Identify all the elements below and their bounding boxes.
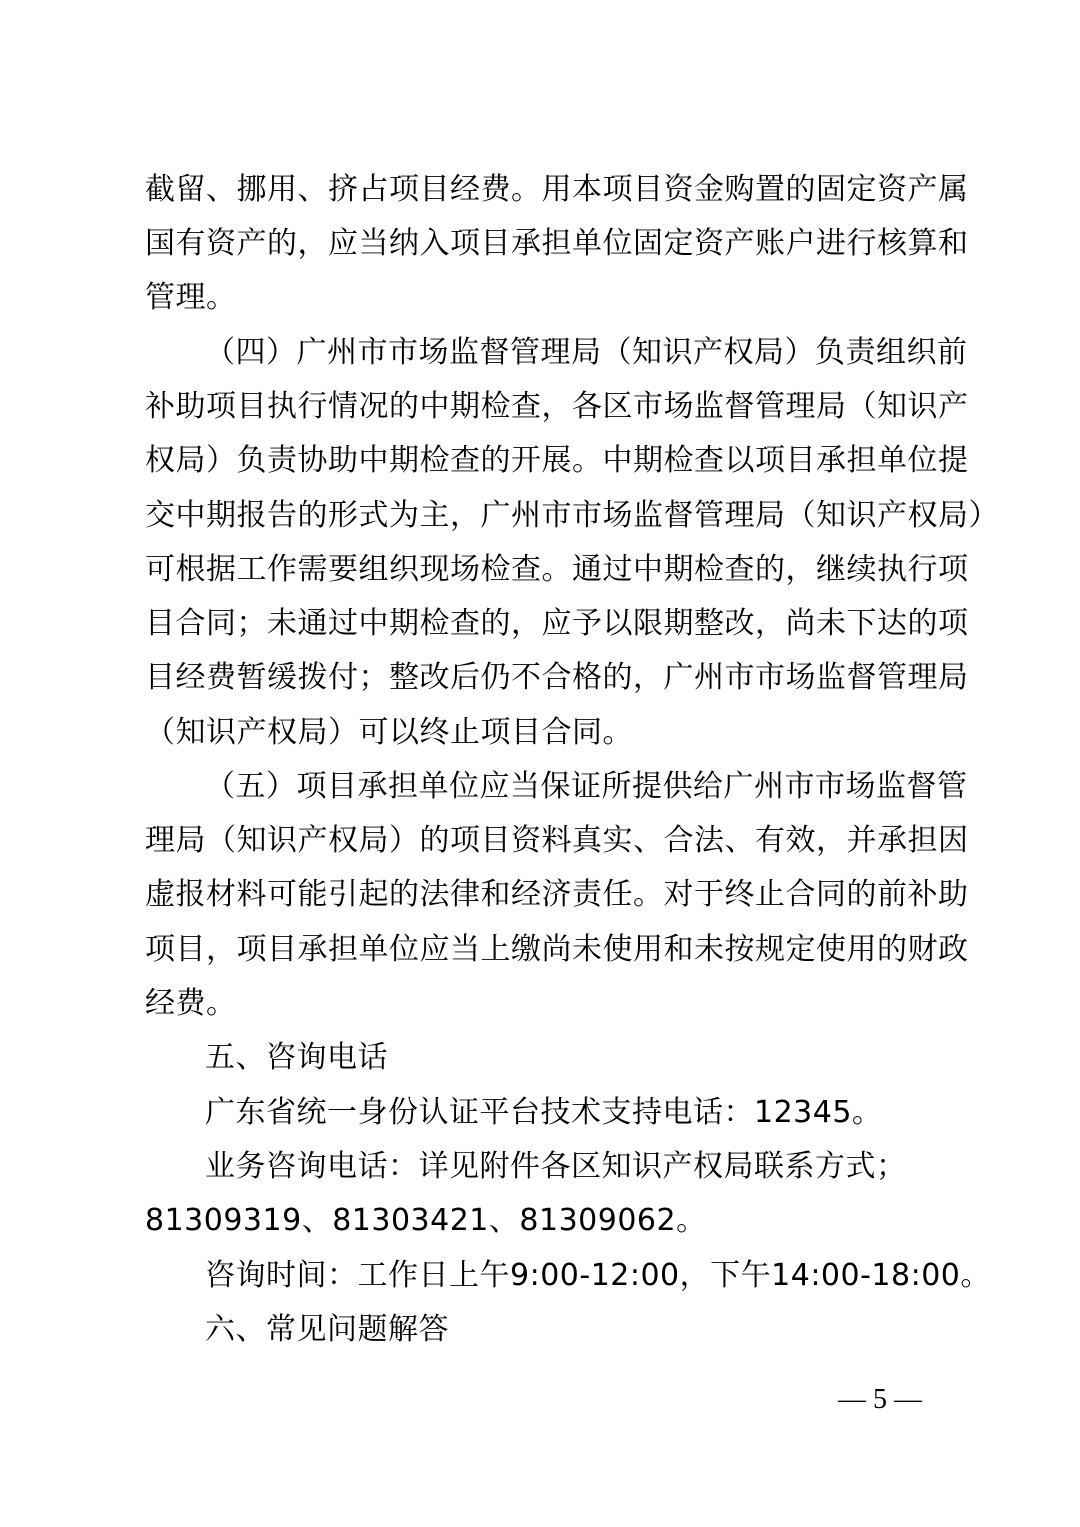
body-line: 经费。 — [145, 986, 237, 1021]
section-heading-faq: 六、常见问题解答 — [205, 1312, 449, 1347]
body-line: 交中期报告的形式为主，广州市市场监督管理局（知识产权局） — [145, 498, 999, 533]
paragraph-four-start: （四）广州市市场监督管理局（知识产权局）负责组织前 — [205, 335, 968, 370]
business-phone-line: 业务咨询电话：详见附件各区知识产权局联系方式； — [205, 1149, 907, 1184]
body-line: 目合同；未通过中期检查的，应予以限期整改，尚未下达的项 — [145, 606, 969, 641]
body-line: 可根据工作需要组织现场检查。通过中期检查的，继续执行项 — [145, 552, 969, 587]
body-line: 虚报材料可能引起的法律和经济责任。对于终止合同的前补助 — [145, 877, 969, 912]
page-number: — 5 — — [838, 1384, 922, 1415]
body-line: （知识产权局）可以终止项目合同。 — [145, 715, 633, 750]
body-line: 权局）负责协助中期检查的开展。中期检查以项目承担单位提 — [145, 443, 969, 478]
section-heading-consultation: 五、咨询电话 — [205, 1040, 388, 1075]
body-line: 管理。 — [145, 280, 237, 315]
body-line: 理局（知识产权局）的项目资料真实、合法、有效，并承担因 — [145, 823, 969, 858]
body-line: 国有资产的，应当纳入项目承担单位固定资产账户进行核算和 — [145, 226, 969, 261]
paragraph-five-start: （五）项目承担单位应当保证所提供给广州市市场监督管 — [205, 769, 968, 804]
body-line: 截留、挪用、挤占项目经费。用本项目资金购置的固定资产属 — [145, 172, 969, 207]
body-line: 项目，项目承担单位应当上缴尚未使用和未按规定使用的财政 — [145, 932, 969, 967]
body-line: 补助项目执行情况的中期检查，各区市场监督管理局（知识产 — [145, 389, 969, 424]
consultation-hours-line: 咨询时间：工作日上午9:00-12:00，下午14:00-18:00。 — [205, 1258, 991, 1293]
phone-numbers-line: 81309319、81303421、81309062。 — [145, 1203, 707, 1238]
body-line: 目经费暂缓拨付；整改后仍不合格的，广州市市场监督管理局 — [145, 660, 969, 695]
support-phone-line: 广东省统一身份认证平台技术支持电话：12345。 — [205, 1095, 883, 1130]
